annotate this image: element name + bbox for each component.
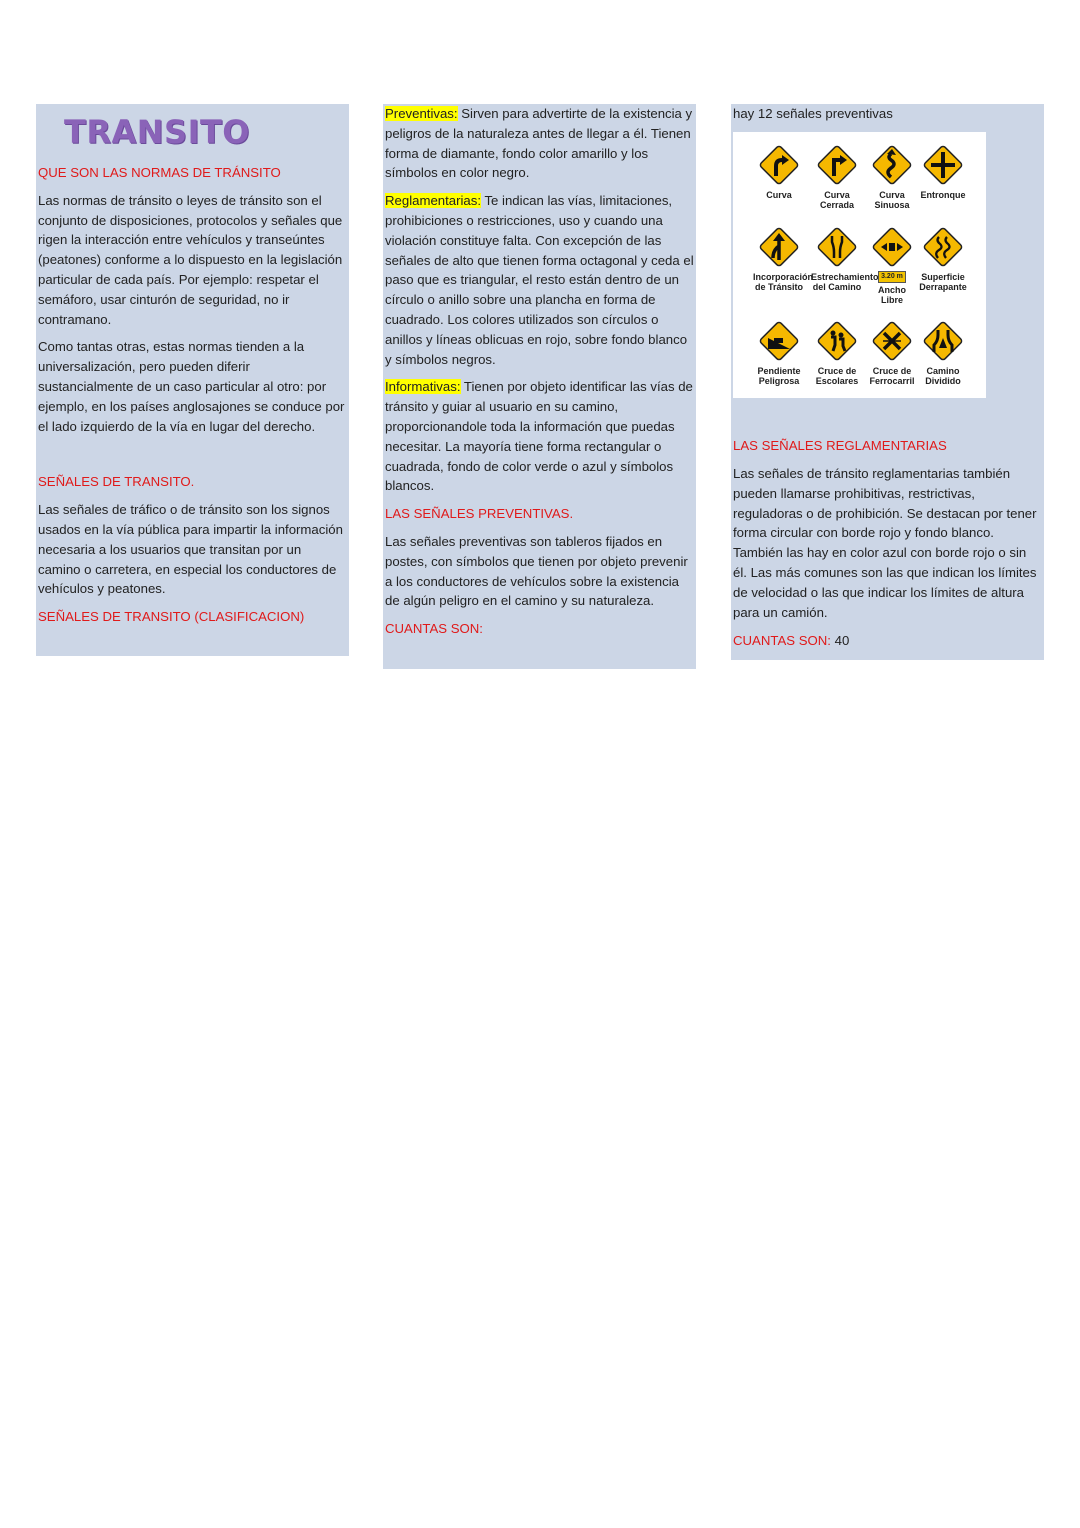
heading-normas: QUE SON LAS NORMAS DE TRÁNSITO bbox=[38, 165, 281, 180]
curve-sign-icon bbox=[756, 142, 802, 188]
count-label: CUANTAS SON: bbox=[733, 633, 831, 648]
paragraph-senales: Las señales de tráfico o de tránsito son los signos usados en la vía pública para impartir la información necesaria a los usuarios que transitan por un camino o carretera, en especial los conductores de vehículos y peatones. bbox=[38, 502, 343, 597]
heading-senales: SEÑALES DE TRANSITO. bbox=[38, 474, 195, 490]
text-preventivas: Sirven para advertirte de la existencia y peligros de la naturaleza antes de llegar a él. Tienen forma de diamante, fondo color amarillo y los símbolos en color negro. bbox=[385, 106, 693, 181]
paragraph-reglamentarias bbox=[385, 191, 694, 369]
intro-preventivas: hay 12 señales preventivas bbox=[733, 106, 893, 121]
school-crossing-sign-icon bbox=[814, 318, 860, 364]
sign-superficie-derrapante bbox=[917, 224, 969, 292]
sign-label: Curva Cerrada bbox=[819, 190, 855, 210]
sign-label: Camino Dividido bbox=[925, 366, 961, 386]
sign-label: Curva bbox=[766, 190, 792, 200]
count-reglamentarias bbox=[733, 631, 849, 651]
width-limit-sign-icon bbox=[869, 224, 915, 270]
winding-road-sign-icon bbox=[869, 142, 915, 188]
sign-curva-cerrada bbox=[811, 142, 863, 210]
sign-label: Superficie Derrapante bbox=[919, 272, 967, 292]
crossroad-sign-icon bbox=[920, 142, 966, 188]
column-tipos bbox=[731, 104, 1044, 660]
paragraph-preventivas bbox=[385, 104, 694, 183]
paragraph-senales-preventivas: Las señales preventivas son tableros fijados en postes, con símbolos que tienen por objeto prevenir a los conductores de vehículos sobre la existencia de algún peligro en el camino y su naturaleza. bbox=[385, 533, 688, 609]
slippery-road-sign-icon bbox=[920, 224, 966, 270]
paragraph-informativas bbox=[385, 377, 694, 496]
heading-cuantas-preventivas: CUANTAS SON: bbox=[385, 621, 483, 637]
text-reglamentarias: Te indican las vías, limitaciones, prohibiciones o restricciones, uso y cuando una violación constituye falta. Con excepción de las señales de alto que tienen forma octagonal y ceda el paso que es triangular, el resto están dentro de un círculo o anillo sobre una plancha en forma de cuadrado. Los colores utilizados son círculos o anillos y líneas oblicuas en rojo, sobre fondo blanco y símbolos negros. bbox=[385, 193, 694, 367]
sign-incorporacion bbox=[753, 224, 814, 292]
sign-curva-sinuosa bbox=[866, 142, 918, 210]
sign-label: Estrechamiento del Camino bbox=[811, 272, 879, 292]
sign-plate bbox=[866, 270, 918, 283]
signs-image bbox=[733, 132, 986, 398]
paragraph-universalizacion: Como tantas otras, estas normas tienden a la universalización, pero pueden diferir sustancialmente de un caso particular al otro: por ejemplo, en los países anglosajones se conduce por el lado izquierdo de la vía en lugar del derecho. bbox=[38, 339, 345, 434]
sign-label: Incorporación de Tránsito bbox=[753, 272, 814, 292]
heading-preventivas: LAS SEÑALES PREVENTIVAS. bbox=[385, 506, 574, 522]
sign-pendiente bbox=[753, 318, 805, 386]
sign-ancho-libre bbox=[866, 224, 918, 305]
sign-label: Ancho Libre bbox=[878, 285, 906, 305]
merge-sign-icon bbox=[756, 224, 802, 270]
sign-estrechamiento bbox=[811, 224, 879, 292]
road-narrows-sign-icon bbox=[814, 224, 860, 270]
heading-clasificacion: SEÑALES DE TRANSITO (CLASIFICACION) bbox=[38, 609, 305, 625]
label-preventivas: Preventivas: bbox=[385, 106, 458, 121]
sign-entronque bbox=[917, 142, 969, 200]
sign-label: Pendiente Peligrosa bbox=[757, 366, 801, 386]
column-normas bbox=[36, 104, 349, 656]
sign-cruce-ferrocarril bbox=[866, 318, 918, 386]
column-clasificacion bbox=[383, 104, 696, 669]
paragraph-reglamentarias: Las señales de tránsito reglamentarias también pueden llamarse prohibitivas, restrictivas, reguladoras o de prohibición. Se destacan por tener forma circular con borde rojo y fondo blanco. También las hay en color azul con borde rojo o sin él. Las más comunes son las que indican los límites de velocidad o las que indicar los límites de altura para un camión. bbox=[733, 466, 1037, 620]
paragraph-normas: Las normas de tránsito o leyes de tránsito son el conjunto de disposiciones, protocolos y señales que rigen la interacción entre vehículos y transeúntes (peatones) conforme a lo dispuesto en la legislación particular de cada país. Por ejemplo: respetar el semáforo, usar cinturón de seguridad, no ir contramano. bbox=[38, 192, 343, 327]
text-informativas: Tienen por objeto identificar las vías de tránsito y guiar al usuario en su camino, proporcionandole toda la información que puedas necesitar. La mayoría tiene forma rectangular o cuadrada, fondo de color verde o azul y símbolos blancos. bbox=[385, 379, 693, 494]
count-value: 40 bbox=[830, 633, 850, 648]
steep-grade-sign-icon bbox=[756, 318, 802, 364]
sign-label: Curva Sinuosa bbox=[874, 190, 910, 210]
sign-label: Entronque bbox=[920, 190, 966, 200]
sign-cruce-escolares bbox=[811, 318, 863, 386]
railroad-crossing-sign-icon bbox=[869, 318, 915, 364]
sign-label: Cruce de Escolares bbox=[815, 366, 859, 386]
width-plate: 3.20 m bbox=[878, 271, 906, 283]
label-reglamentarias: Reglamentarias: bbox=[385, 193, 482, 209]
label-informativas: Informativas: bbox=[385, 379, 461, 395]
divided-road-sign-icon bbox=[920, 318, 966, 364]
sharp-curve-sign-icon bbox=[814, 142, 860, 188]
heading-reglamentarias: LAS SEÑALES REGLAMENTARIAS bbox=[733, 438, 947, 453]
sign-camino-dividido bbox=[917, 318, 969, 386]
sign-curva bbox=[753, 142, 805, 200]
sign-label: Cruce de Ferrocarril bbox=[869, 366, 915, 386]
page-title: TRANSITO bbox=[64, 113, 250, 151]
